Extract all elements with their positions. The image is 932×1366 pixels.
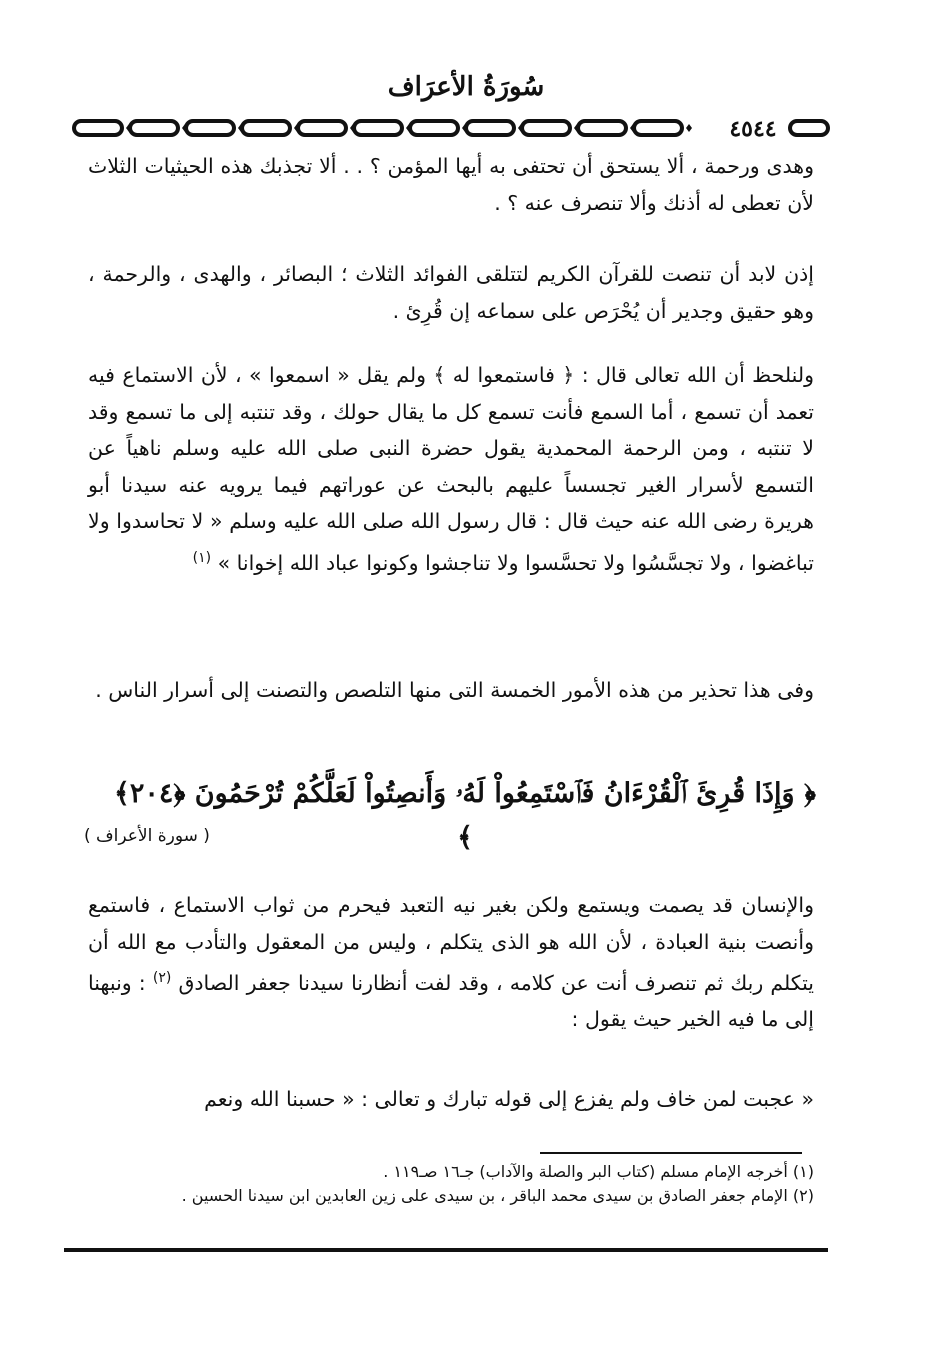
footnotes bbox=[88, 1160, 814, 1208]
paragraph-3 bbox=[88, 357, 814, 581]
quran-verse: ﴿ وَإِذَا قُرِئَ ٱلْقُرْءَانُ فَٱسْتَمِعُواْ لَهُۥ وَأَنصِتُواْ لَعَلَّكُمْ تُرْحَمُونَ ﴿٢٠٤﴾ ﴾ bbox=[114, 778, 816, 853]
page-number: ٤٥٤٤ bbox=[718, 116, 788, 142]
paragraph-5-text-a: والإنسان قد يصمت ويستمع ولكن بغير نيه التعبد فيحرم من ثواب الاستماع ، فاستمع وأنصت بنية العبادة ، لأن الله هو الذى يتكلم ، وليس من المعقول والتأدب مع الله أن يتكلم ربك ثم تنصرف أنت عن كلامه ، وقد لفت أنظارنا سيدنا جعفر الصادق bbox=[88, 893, 814, 995]
footnote-2: (٢) الإمام جعفر الصادق بن سيدى محمد الباقر ، بن سيدى على زين العابدين ابن سيدنا الحسين . bbox=[181, 1186, 814, 1205]
paragraph-5 bbox=[88, 887, 814, 1038]
footnote-divider bbox=[540, 1152, 802, 1154]
verse-source: ( سورة الأعراف ) bbox=[84, 826, 210, 846]
paragraph-6: « عجبت لمن خاف ولم يفزع إلى قوله تبارك و تعالى : « حسبنا الله ونعم bbox=[204, 1087, 814, 1111]
paragraph-3-text: ولنلحظ أن الله تعالى قال : ﴿ فاستمعوا له ﴾ ولم يقل « اسمعوا » ، لأن الاستماع فيه تعمد أن تسمع ، أما السمع فأنت تسمع كل ما يقال حولك ، وقد تنتبه إلى ما تسمع وقد لا تنتبه ، ومن الرحمة المحمدية يقول حضرة النبى صلى الله عليه وسلم ناهياً عن التسمع لأسرار الغير تجسساً عليهم بالبحث عن عوراتهم فيما يرويه عنه سيدنا أبو هريرة رضى الله عنه حيث قال : قال رسول الله صلى الله عليه وسلم « لا تحاسدوا ولا تباغضوا ، ولا تجسَّسُوا ولا تحسَّسوا ولا تناجشوا وكونوا عباد الله إخوانا » bbox=[88, 363, 814, 575]
paragraph-2: إذن لابد أن تنصت للقرآن الكريم لتتلقى الفوائد الثلاث ؛ البصائر ، والهدى ، والرحمة ، وهو حقيق وجدير أن يُحْرَص على سماعه إن قُرِئ . bbox=[88, 262, 814, 323]
paragraph-5-text-b: : ونبهنا إلى ما فيه الخير حيث يقول : bbox=[88, 970, 814, 1032]
footnote-ref-2: (٢) bbox=[152, 970, 172, 986]
footnote-1: (١) أخرجه الإمام مسلم (كتاب البر والصلة والآداب) جـ١٦ صـ١١٩ . bbox=[383, 1162, 814, 1181]
paragraph-1: وهدى ورحمة ، ألا يستحق أن تحتفى به أيها المؤمن ؟ . . ألا تجذبك هذه الحيثيات الثلاث لأن تعطى له أذنك وألا تنصرف عنه ؟ . bbox=[88, 154, 814, 215]
footnote-ref-1: (١) bbox=[192, 549, 212, 566]
surah-title: سُورَةُ الأعرَاف bbox=[387, 72, 545, 102]
bottom-rule bbox=[64, 1248, 828, 1252]
paragraph-4: وفى هذا تحذير من هذه الأمور الخمسة التى منها التلصص والتصنت إلى أسرار الناس . bbox=[95, 678, 814, 702]
